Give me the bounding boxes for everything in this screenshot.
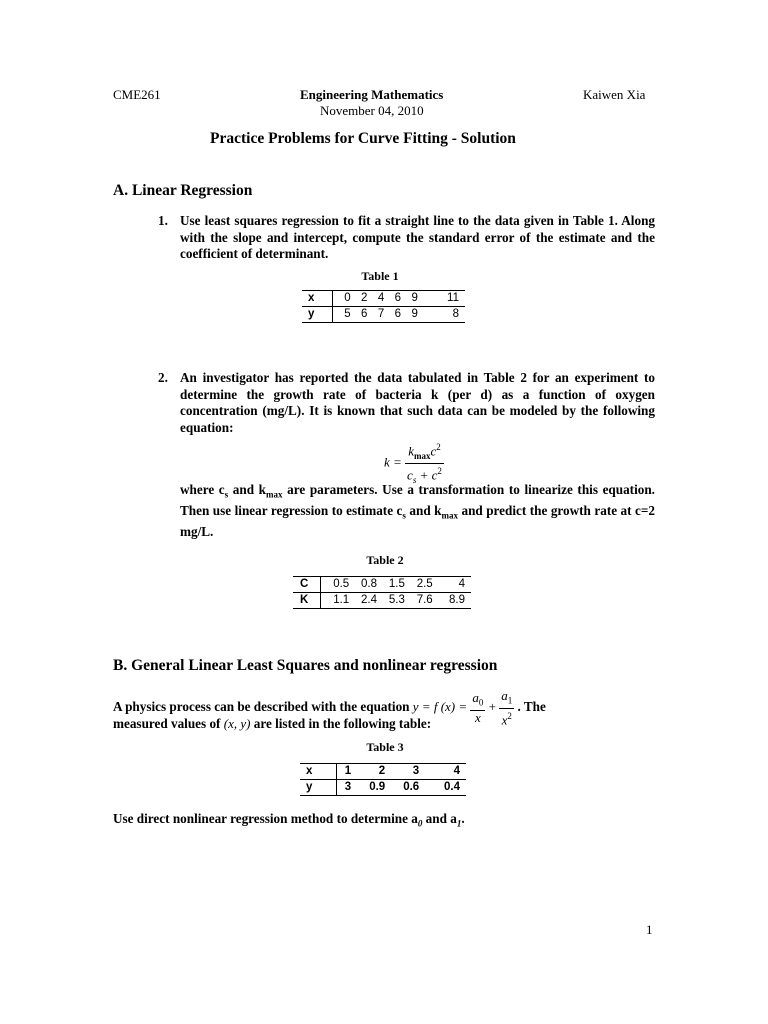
- table-cell: 0.6: [385, 780, 419, 796]
- table-cell: 11: [418, 291, 465, 307]
- table-cell: 8.9: [433, 593, 471, 609]
- equation-lhs: k =: [384, 454, 402, 470]
- table-row: [300, 764, 466, 780]
- followup-text: where c: [180, 482, 225, 497]
- term-sub: 1: [507, 695, 513, 706]
- author-name: Kaiwen Xia: [583, 87, 646, 102]
- section-b-text: Use direct nonlinear regression method to determine a: [113, 811, 418, 826]
- table-cell: 6: [384, 291, 401, 307]
- followup-sub: s: [224, 489, 229, 500]
- followup-sub: s: [402, 510, 406, 521]
- table-cell: 2: [351, 764, 385, 780]
- table-3-row-label-x: x: [300, 764, 337, 780]
- term-numerator: a: [472, 690, 479, 706]
- equation-fraction: [405, 440, 444, 487]
- table-cell: 2: [351, 291, 368, 307]
- section-b-heading: B. General Linear Least Squares and nonlinear regression: [113, 657, 498, 674]
- problem-2-text: An investigator has reported the data tabulated in Table 2 for an experiment to determine the growth rate of bacteria k (per d) as a function of oxygen concentration (mg/L). It is known that such data can be modeled by the following equation:: [180, 370, 655, 435]
- equation-num-c: c: [430, 443, 437, 459]
- table-cell: 4: [433, 577, 471, 593]
- table-1-row-label-x: x: [302, 291, 333, 307]
- table-cell: 6: [384, 307, 401, 323]
- table-cell: 3: [337, 780, 352, 796]
- equation-den-c: c: [407, 467, 413, 483]
- closing-sub: 1: [456, 818, 462, 829]
- problem-1-number: 1.: [158, 213, 168, 228]
- term-numerator: a: [501, 688, 508, 703]
- table-cell: 0.8: [349, 577, 377, 593]
- table-row: [293, 593, 471, 609]
- table-3-caption: Table 3: [366, 740, 404, 754]
- followup-sub: max: [266, 489, 283, 500]
- table-cell: 5: [333, 307, 351, 323]
- table-cell: 1: [337, 764, 352, 780]
- table-cell: 0.9: [351, 780, 385, 796]
- equation-plus: +: [488, 698, 496, 714]
- table-cell: 7: [367, 307, 384, 323]
- problem-1-text: Use least squares regression to fit a straight line to the data given in Table 1. Along with the slope and intercept, compute the standard error of the estimate and the coefficient of determinant.: [180, 213, 655, 261]
- table-cell: 3: [385, 764, 419, 780]
- table-cell: 4: [419, 764, 466, 780]
- section-b-text: A physics process can be described with the equation: [113, 698, 410, 714]
- physics-equation-term-2: [499, 689, 514, 727]
- term-sub: 0: [478, 697, 484, 708]
- physics-equation-term-1: [470, 691, 485, 725]
- term-sup: 2: [507, 710, 512, 721]
- equation-den-sub: s: [412, 474, 417, 485]
- equation-num-sub: max: [413, 450, 431, 461]
- table-cell: 7.6: [405, 593, 433, 609]
- physics-equation-lhs: y = f (x) =: [412, 698, 468, 714]
- followup-sub: max: [441, 510, 458, 521]
- table-cell: 2.4: [349, 593, 377, 609]
- table-cell: 4: [367, 291, 384, 307]
- table-1: [302, 290, 465, 323]
- table-2: [293, 576, 471, 609]
- table-2-row-label-k: K: [293, 593, 321, 609]
- section-a-heading: A. Linear Regression: [113, 182, 253, 199]
- followup-text: and k: [405, 503, 442, 519]
- term-denominator: x: [501, 711, 508, 727]
- table-row: [300, 780, 466, 796]
- followup-text: and k: [228, 482, 267, 497]
- table-cell: 0.5: [321, 577, 350, 593]
- table-cell: 2.5: [405, 577, 433, 593]
- table-row: [302, 291, 465, 307]
- physics-equation: [412, 688, 518, 727]
- table-3-row-label-y: y: [300, 780, 337, 796]
- subject-title: Engineering Mathematics: [300, 87, 444, 102]
- table-3: [300, 763, 466, 796]
- section-b-text: and a: [422, 811, 457, 826]
- table-row: [293, 577, 471, 593]
- section-b-closing: [113, 811, 465, 832]
- followup-text: and predict the growth rate at c=2 mg/L.: [180, 503, 655, 540]
- table-cell: 1.1: [321, 593, 350, 609]
- table-2-row-label-c: C: [293, 577, 321, 593]
- table-cell: 0.4: [419, 780, 466, 796]
- problem-2-number: 2.: [158, 370, 168, 385]
- equation-num-k: k: [408, 443, 414, 459]
- table-cell: 6: [351, 307, 368, 323]
- table-cell: 9: [401, 291, 418, 307]
- followup-text: are parameters. Use a transformation to linearize this equation. Then use linear regression to estimate c: [180, 482, 655, 519]
- table-1-caption: Table 1: [361, 269, 399, 283]
- table-2-caption: Table 2: [366, 553, 404, 567]
- table-cell: 8: [418, 307, 465, 323]
- growth-rate-equation: [384, 440, 444, 487]
- term-denominator: x: [475, 709, 481, 725]
- equation-den-plus: + c: [416, 467, 438, 483]
- table-cell: 0: [333, 291, 351, 307]
- section-b-text: measured values of: [113, 716, 221, 731]
- document-date: November 04, 2010: [320, 103, 424, 118]
- table-row: [302, 307, 465, 323]
- problem-2-followup: [180, 482, 655, 541]
- section-b-text: .: [461, 811, 465, 826]
- section-b-text: are listed in the following table:: [253, 716, 432, 731]
- course-code: CME261: [113, 87, 161, 102]
- table-1-row-label-y: y: [302, 307, 333, 323]
- xy-pair: (x, y): [223, 716, 251, 731]
- table-cell: 5.3: [377, 593, 405, 609]
- equation-num-sup: 2: [436, 442, 441, 452]
- page-number: 1: [646, 922, 653, 937]
- section-b-line-2: [113, 716, 431, 733]
- page-title: Practice Problems for Curve Fitting - Solution: [210, 130, 516, 147]
- section-b-text: . The: [517, 698, 546, 714]
- closing-sub: 0: [417, 818, 423, 829]
- equation-den-sup: 2: [437, 465, 442, 476]
- table-cell: 1.5: [377, 577, 405, 593]
- table-cell: 9: [401, 307, 418, 323]
